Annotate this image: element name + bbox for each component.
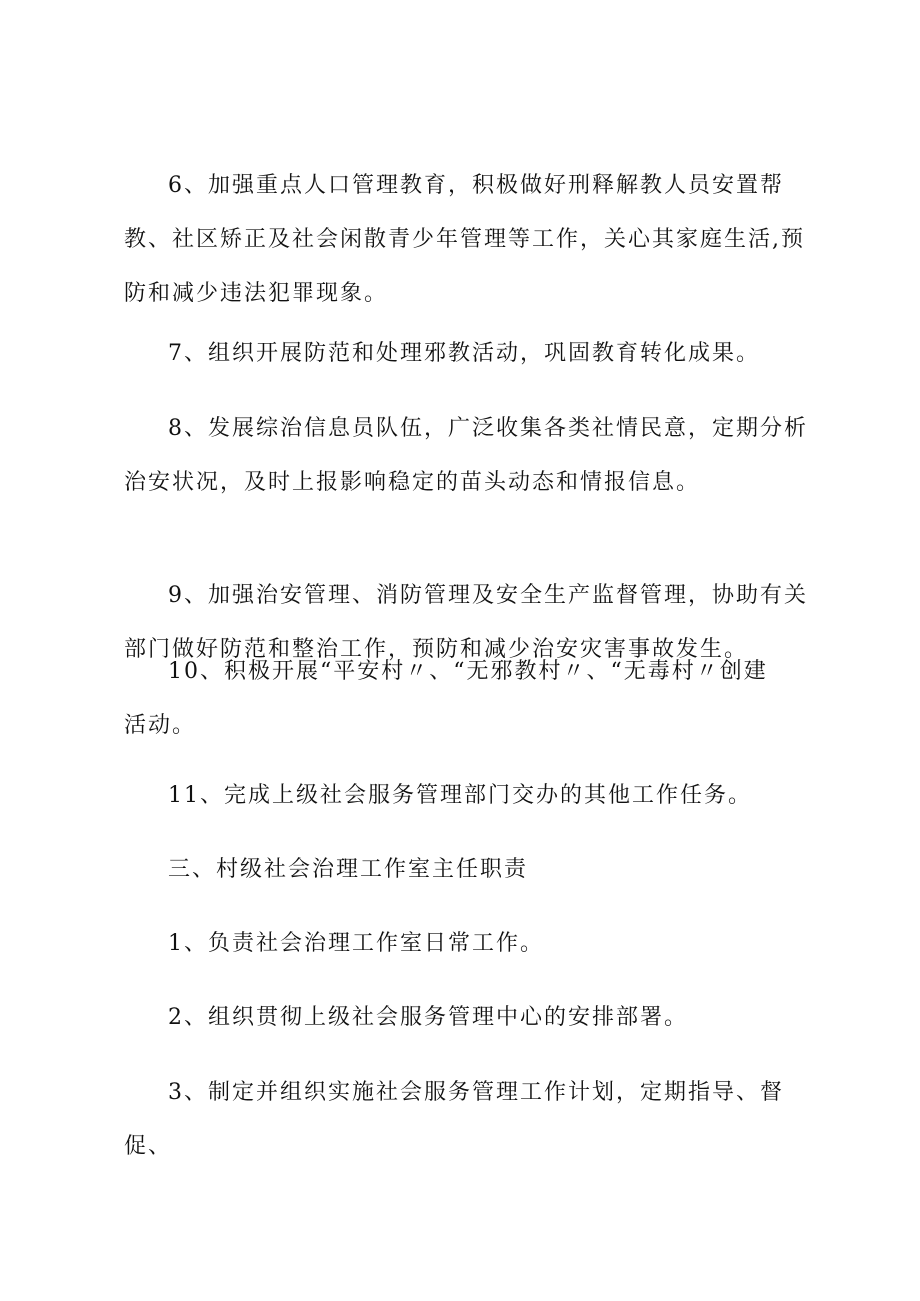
duty-item-1: 1、负责社会治理工作室日常工作。 (168, 931, 544, 956)
paragraph-item-6: 6、加强重点人口管理教育，积极做好刑释解教人员安置帮教、社区矫正及社会闲散青少年管理等工作，关心其家庭生活,预防和减少违法犯罪现象。 (124, 173, 805, 306)
paragraph-item-10: 10、积极开展“平安村〃、“无邪教村〃、“无毒村〃创建活动。 (124, 659, 768, 738)
duty-item-2: 2、组织贯彻上级社会服务管理中心的安排部署。 (168, 1005, 688, 1030)
paragraph-item-9: 9、加强治安管理、消防管理及安全生产监督管理，协助有关部门做好防范和整治工作，预防和减少治安灾害事故发生。 (124, 583, 808, 662)
section-heading-3: 三、村级社会治理工作室主任职责 (168, 857, 529, 882)
duty-item-3: 3、制定并组织实施社会服务管理工作计划，定期指导、督促、 (124, 1080, 784, 1159)
paragraph-item-11: 11、完成上级社会服务管理部门交办的其他工作任务。 (168, 783, 752, 808)
paragraph-item-7: 7、组织开展防范和处理邪教活动，巩固教育转化成果。 (168, 341, 760, 366)
paragraph-item-8: 8、发展综治信息员队伍，广泛收集各类社情民意，定期分析治安状况，及时上报影响稳定的苗头动态和情报信息。 (124, 416, 808, 495)
